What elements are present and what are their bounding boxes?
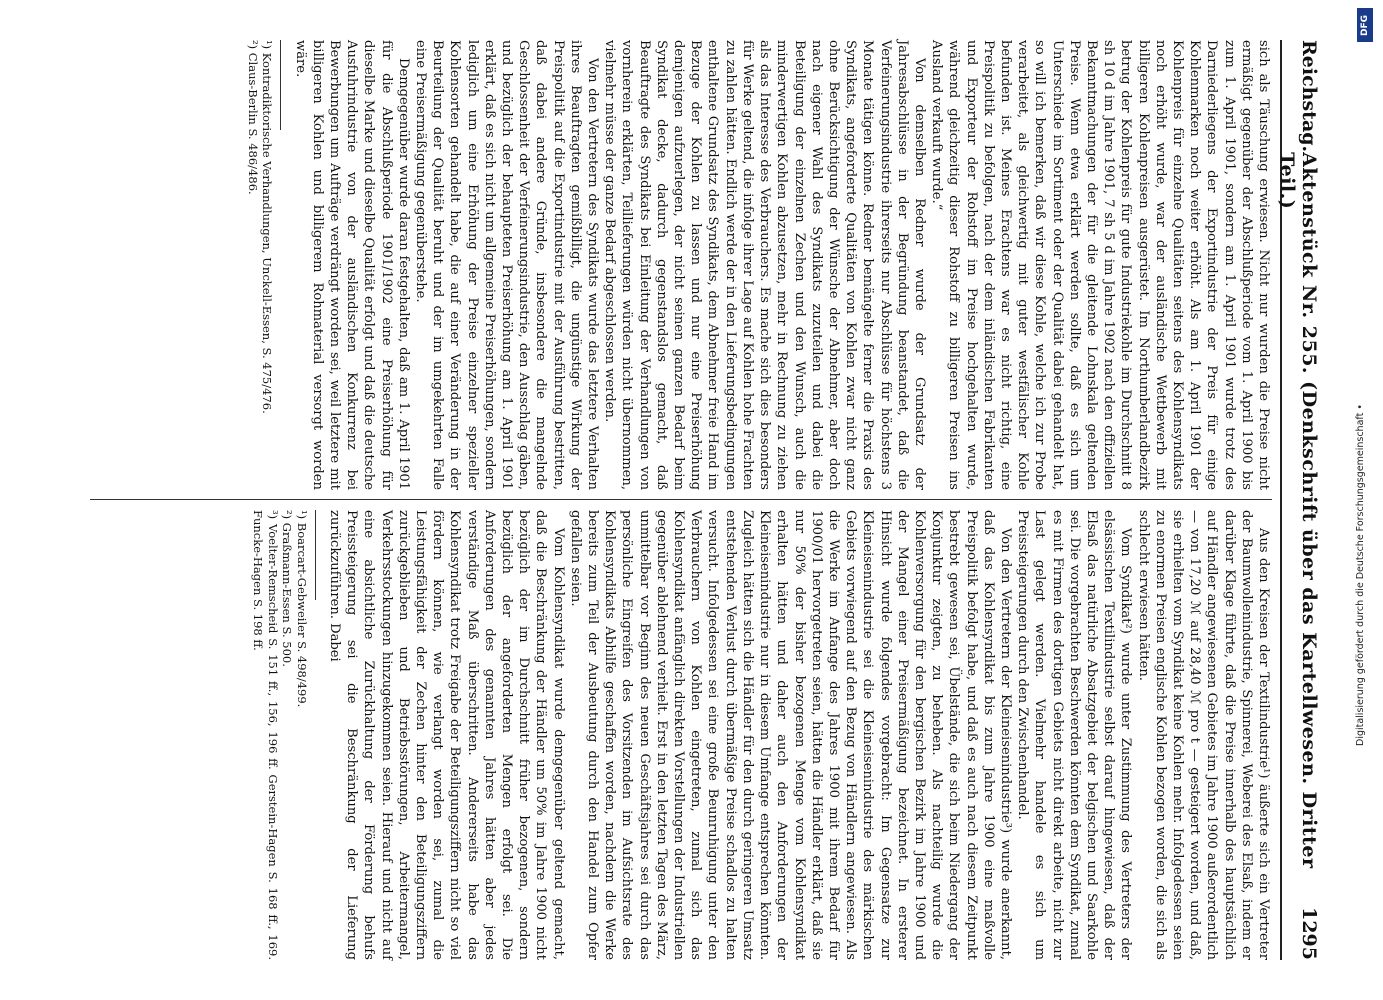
footnote: ²) Claus-Berlin S. 486/486.: [245, 40, 260, 195]
right-column: [251, 510, 1272, 960]
page-header: [1276, 40, 1320, 960]
page-number: 1295: [1298, 907, 1320, 960]
paragraph: sich als Täuschung erwiesen. Nicht nur wurden die Preise nicht ermäßigt gegenüber der Abschlußperiode vom 1. April 1900 bis zum 1. April 1901, sondern am 1. April 1901 wurde trotz des Darniederliegens der Exportindustrie der Preis für einige Kohlenmarken noch weiter erhöht. Als am 1. April 1901 der Kohlenpreis für einzelne Qualitäten seitens des Kohlensyndikats noch erhöht wurde, war der ausländische Wettbewerb mit billigeren Kohlenpreisen ausgerüstet. Im Northumberlandbezirk betrug der Kohlenpreis für gute Industriekohle im Durchschnitt 8 sh 10 d im Jahre 1901, 7 sh 5 d im Jahre 1902 nach den offiziellen Bekanntmachungen der für die gleitende Lohnskala geltenden Preise. Wenn etwa erklärt werden sollte, daß es sich um Unterschiede im Sortiment oder der Qualität dabei gehandelt hat, so will ich bemerken, daß wir diese Kohle, welche ich zur Probe verarbeitet, als gleichwertig mit guter westfälischer Kohle befunden ist. Meines Erachtens war es nicht richtig, eine Preispolitik zu befolgen, nach der dem inländischen Fabrikanten und Exporteur der Rohstoff im Preise hochgehalten wurde, während gleichzeitig dieser Rohstoff zu billigeren Preisen ins Ausland verkauft wurde.“: [929, 40, 1271, 490]
rotated-document-page: [60, 30, 1320, 970]
paragraph: Demgegenüber wurde daran festgehalten, daß am 1. April 1901 für die Abschlußperiode 1901/1902 eine Preiserhöhung für dieselbe Marke und dieselbe Qualität erfolgt und daß die deutsche Ausfuhrindustrie von der ausländischen Konkurrenz bei Bewerbungen um Aufträge verdrängt worden sei, weil letztere mit billigeren Kohlen und billigerem Rohmaterial versorgt worden wäre.: [292, 40, 411, 490]
footnote: ³) Voelter-Remscheid S. 151 ff., 156, 196 ff. Gerstein-Hagen S. 168 ff., 169. Funcke-Hagen S. 198 ff.: [251, 510, 280, 960]
footnote: ²) Graßmann-Essen S. 500.: [280, 510, 295, 667]
footnote: ¹) Boarcart-Gebweiler S. 498/499.: [294, 510, 309, 708]
paragraph: Aus den Kreisen der Textilindustrie¹) äußerte sich ein Vertreter der Baumwollenindustrie, Spinnerei, Weberei des Elsaß, indem er darüber Klage führte, daß die Preise innerhalb des hauptsächlich auf Händler angewiesenen Gebietes im Jahre 1900 außerordentlich — von 17,20 ℳ auf 28,40 ℳ pro t — gesteigert worden, und daß, sie erhielten vom Syndikat keine Kohlen mehr. Infolgedessen seien zu enormen Preisen englische Kohlen bezogen worden, die sich als schlecht erwiesen hätten.: [1135, 510, 1271, 960]
dfg-logo: DFG: [1357, 8, 1373, 42]
header-left: Reichstag.: [1298, 40, 1320, 153]
footnote-separator: [280, 40, 281, 130]
header-title: Aktenstück Nr. 255. (Denkschrift über das Kartellwesen. Dritter Teil.): [1276, 152, 1320, 869]
left-column: [245, 40, 1272, 490]
column-divider: [90, 499, 1272, 500]
footnotes: [251, 510, 309, 960]
paragraph: Von den Vertretern der Kleineisenindustrie³) wurde anerkannt, daß das Kohlensyndikat bis zum Jahre 1900 eine maßvolle Preispolitik befolgt habe, und daß es auch nach diesem Zeitpunkt bestrebt gewesen sei, Übelstände, die sich beim Niedergang der Konjunktur zeigten, zu beheben. Als nachteilig wurde die Kohlenversorgung für den bergischen Bezirk im Jahre 1900 und der Mangel einer Preisermäßigung bezeichnet. In ersterer Hinsicht wurde folgendes vorgebracht: Im Gegensatze zur Kleineisenindustrie sei die Kleineisenindustrie des märkischen Gebiets vorwiegend auf den Bezug von Händlern angewiesen. Als die Werke im Anfange des Jahres 1900 mit ihrem Bedarf für 1900/01 hervorgetreten seien, hätten die Händler erklärt, daß sie nur 50% der bisher bezogenen Menge vom Kohlensyndikat erhalten hätten und daher auch den Anforderungen der Kleineisenindustrie nur in diesem Umfange entsprechen könnten. Zugleich hätten sich die Händler für den durch geringeren Umsatz entstehenden Verlust durch übermäßige Preise schadlos zu halten versucht. Infolgedessen sei eine große Beunruhigung unter den Verbrauchern von Kohlen eingetreten, zumal sich das Kohlensyndikat anfänglich direkten Vorstellungen der Industriellen gegenüber ablehnend verhielt. Erst in den letzten Tagen des März, unmittelbar vor Beginn des neuen Geschäftsjahres sei durch das persönliche Eingreifen des Vorsitzenden im Aufsichtsrate des Kohlensyndikats Abhilfe geschaffen worden, nachdem die Werke bereits zum Teil der Ausbeutung durch den Handel zum Opfer gefallen seien.: [567, 510, 1013, 960]
paragraph: Von den Vertretern des Syndikats wurde das letztere Verhalten ihres Beauftragten gemißbilligt, die ungünstige Wirkung der Preispolitik auf die Exportindustrie mit der Ausführung bestritten, daß dabei andere Gründe, insbesondere die mangelnde Geschlossenheit der Verfeinerungsindustrie, den Ausschlag gäben, und bezüglich der behaupteten Preiserhöhung am 1. April 1901 erklärt, daß es sich nicht um allgemeine Preiserhöhungen, sondern lediglich um eine Erhöhung der Preise einzelner spezieller Kohlensorten gehandelt habe, die auf einer Veränderung in der Beurteilung der Qualität beruht und der im umgekehrten Falle eine Preisermäßigung gegenüberstehe.: [413, 40, 601, 490]
paragraph: Von demselben Redner wurde der Grundsatz der Jahresabschlüsse in der Begründung beanstandet, daß die Verfeinerungsindustrie ihrerseits nur Abschlüsse für höchstens 3 Monate tätigen könne. Redner bemängelte ferner die Praxis des Syndikats, angeforderte Qualitäten von Kohlen zwar nicht ganz ohne Berücksichtigung der Wünsche der Abnehmer, aber doch nach eigener Wahl des Syndikats zuzuteilen und dabei die Beteiligung der einzelnen Zechen und den Wunsch, auch die minderwertigen Kohlen abzusetzen, mehr in Rechnung zu ziehen als das Interesse des Verbrauchers. Es mache sich dies besonders für Werke geltend, die infolge ihrer Lage auf Kohlen hohe Frachten zu zahlen hätten. Endlich werde der in den Lieferungsbedingungen enthaltene Grundsatz des Syndikats, dem Abnehmer freie Hand im Bezuge der Kohlen zu lassen und nur eine Preiserhöhung demjenigen aufzuerlegen, der nicht seinen ganzen Bedarf beim Syndikat decke, dadurch gegenstandslos gemacht, daß Beauftragte des Syndikats bei Einleitung der Verhandlungen von vornherein erklärten, Teillieferungen würden nicht übernommen, vielmehr müsse der ganze Bedarf abgeschlossen werden.: [602, 40, 927, 490]
paragraph: Vom Syndikat²) wurde unter Zustimmung des Vertreters der elsässischen Textilindustrie selbst darauf hingewiesen, daß der Elsaß das natürliche Absatzgebiet der belgischen und Saarkohle sei. Die vorgebrachten Beschwerden könnten dem Syndikat, zumal es mit Firmen des dortigen Gebiets nicht direkt arbeite, nicht zur Last gelegt werden. Vielmehr handele es sich um Preissteigerungen durch den Zwischenhandel.: [1015, 510, 1134, 960]
paragraph: Vom Kohlensyndikat wurde demgegenüber geltend gemacht, daß die Beschränkung der Händler um 50% im Jahre 1900 nicht bezüglich der im Durchschnitt früher bezogenen, sondern bezüglich der angeforderten Mengen erfolgt sei. Die Anforderungen des genannten Jahres hätten aber jedes verständige Maß überschritten. Andererseits habe das Kohlensyndikat trotz Freigabe der Beteiligungsziffern nicht so viel fördern können, wie verlangt worden sei, zumal die Leistungsfähigkeit der Zechen hinter den Beteiligungsziffern zurückgeblieben und Betriebsstörungen, Arbeitermangel, Verkehrsstockungen hinzugekommen seien. Hierauf und nicht auf eine absichtliche Zurückhaltung der Förderung behufs Preissteigerung sei die Beschränkung der Lieferung zurückzuführen. Dabei: [327, 510, 566, 960]
digitization-sidebar: [1351, 6, 1379, 994]
footnotes: [245, 40, 274, 490]
digitization-note: Digitalisierung gefördert durch die Deutsche Forschungsgemeinschaft •: [1355, 404, 1366, 746]
footnote: ¹) Kontradiktorische Verhandlungen, Unckell-Essen, S. 475/476.: [260, 40, 275, 414]
footnote-separator: [315, 510, 316, 600]
